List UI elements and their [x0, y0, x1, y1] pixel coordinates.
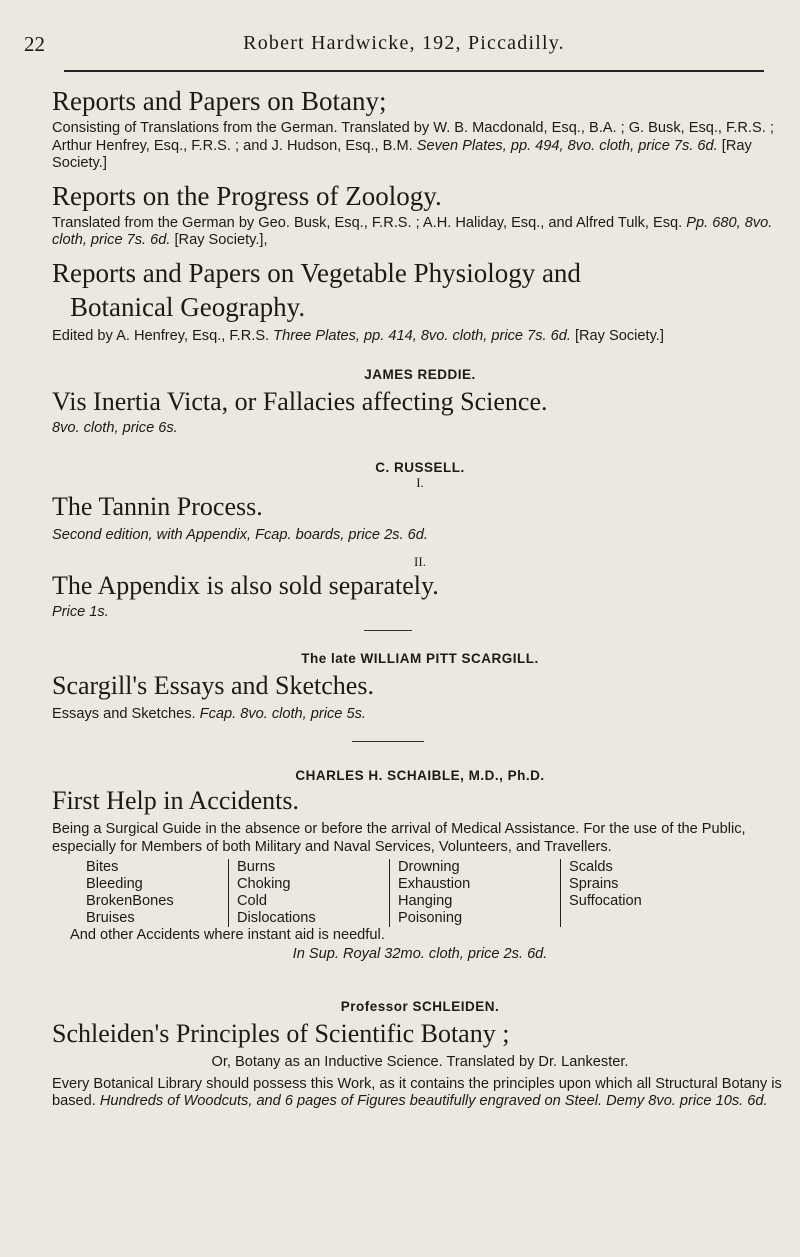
entry-scargill [52, 651, 788, 743]
accident-list [78, 859, 711, 927]
entry-publisher: [Ray Society.], [174, 232, 268, 248]
list-item: Dislocations [237, 910, 316, 926]
entry-author: C. RUSSELL. [375, 459, 465, 475]
entry-body: Edited by A. Henfrey, Esq., F.R.S. [52, 327, 270, 344]
entry-numeral: II. [414, 554, 426, 569]
entry-publisher: [Ray Society.] [574, 327, 664, 344]
entry-subtitle: Or, Botany as an Inductive Science. Translated by Dr. Lankester. [211, 1054, 629, 1070]
list-item: Drowning [398, 859, 460, 875]
running-title: Robert Hardwicke, 192, Piccadilly. [243, 32, 565, 54]
entry-schleiden [52, 999, 788, 1111]
entry-title: Reports and Papers on Botany; [52, 86, 387, 116]
entry-author: JAMES REDDIE. [364, 367, 476, 382]
entry-zoology-reports [52, 179, 788, 250]
entry-author: The late WILLIAM PITT SCARGILL. [301, 650, 539, 666]
entry-details: Second edition, with Appendix, Fcap. boards, price 2s. 6d. [52, 526, 428, 543]
accident-column [229, 859, 390, 927]
catalogue-content [52, 84, 788, 1111]
list-item: Burns [237, 859, 276, 875]
entry-details: Three Plates, pp. 414, 8vo. cloth, price 7s. 6d. [273, 327, 571, 344]
entry-reddie [52, 367, 788, 438]
list-item: Exhaustion [398, 876, 471, 892]
entry-body: Consisting of Translations from the German. Translated by W. B. Macdonald, Esq., B.A. ; G. Busk, Esq., F.R.S. ; Arthur Henfrey, Esq., F.R.S. ; and J. Hudson, Esq., B.M. [52, 120, 774, 154]
entry-title: The Appendix is also sold separately. [52, 571, 439, 600]
divider [352, 741, 424, 742]
list-item: Suffocation [569, 893, 642, 909]
accident-column [390, 859, 561, 927]
entry-details: Fcap. 8vo. cloth, price 5s. [199, 705, 366, 722]
list-item: BrokenBones [86, 893, 174, 909]
entry-title-continued: Botanical Geography. [70, 291, 306, 322]
list-item: Choking [237, 876, 291, 892]
list-item: Bruises [86, 910, 135, 926]
accident-column [78, 859, 229, 927]
list-item: Scalds [569, 859, 613, 875]
list-item: Bleeding [86, 876, 143, 892]
entry-title: The Tannin Process. [52, 491, 263, 521]
list-item: Bites [86, 859, 119, 875]
entry-details: Pp. 680, 8vo. cloth, price 7s. 6d. [52, 214, 773, 248]
entry-physiology-reports [52, 256, 788, 346]
entry-description [52, 1076, 788, 1111]
entry-body: Being a Surgical Guide in the absence or before the arrival of Medical Assistance. For the use of the Public, especially for Members of both Military and Naval Services, Volunteers, and Travellers. [52, 821, 746, 855]
entry-publisher: [Ray Society.] [52, 137, 752, 171]
entry-title: Vis Inertia Victa, or Fallacies affecting Science. [52, 387, 548, 416]
entry-description [52, 706, 788, 724]
list-item: Cold [237, 893, 268, 909]
entry-botany-reports [52, 84, 788, 173]
entry-schaible [52, 768, 788, 963]
page-header [24, 28, 784, 78]
entry-numeral: I. [416, 474, 424, 490]
entry-author: CHARLES H. SCHAIBLE, M.D., Ph.D. [295, 768, 545, 783]
header-rule [64, 70, 764, 72]
entry-details: In Sup. Royal 32mo. cloth, price 2s. 6d. [292, 945, 548, 962]
entry-details: Seven Plates, pp. 494, 8vo. cloth, price 7s. 6d. [416, 137, 718, 154]
entry-body: Essays and Sketches. [52, 705, 196, 722]
entry-author: Professor SCHLEIDEN. [340, 999, 500, 1014]
divider [364, 630, 412, 631]
entry-title: First Help in Accidents. [52, 786, 299, 815]
entry-details: Price 1s. [52, 604, 109, 620]
accident-column [561, 859, 712, 927]
entry-description [52, 328, 788, 346]
list-item: Poisoning [398, 910, 463, 926]
entry-russell [52, 460, 788, 631]
entry-body: Every Botanical Library should possess this Work, as it contains the principles upon which all Structural Botany is based. [52, 1075, 782, 1109]
entry-description [52, 120, 788, 173]
list-item: Hanging [398, 893, 453, 909]
entry-title: Schleiden's Principles of Scientific Botany ; [52, 1019, 510, 1048]
list-item: Sprains [569, 876, 619, 892]
entry-title: Scargill's Essays and Sketches. [52, 670, 374, 700]
entry-details: 8vo. cloth, price 6s. [52, 420, 178, 436]
page-number: 22 [24, 32, 45, 56]
entry-details: Hundreds of Woodcuts, and 6 pages of Figures beautifully engraved on Steel. Demy 8vo. price 10s. 6d. [99, 1093, 768, 1109]
entry-closing: And other Accidents where instant aid is needful. [70, 927, 385, 943]
entry-title: Reports on the Progress of Zoology. [52, 180, 442, 211]
entry-title: Reports and Papers on Vegetable Physiology and [52, 257, 581, 288]
entry-body: Translated from the German by Geo. Busk, Esq., F.R.S. ; A.H. Haliday, Esq., and Alfred Tulk, Esq. [52, 214, 683, 231]
entry-description [52, 215, 788, 250]
